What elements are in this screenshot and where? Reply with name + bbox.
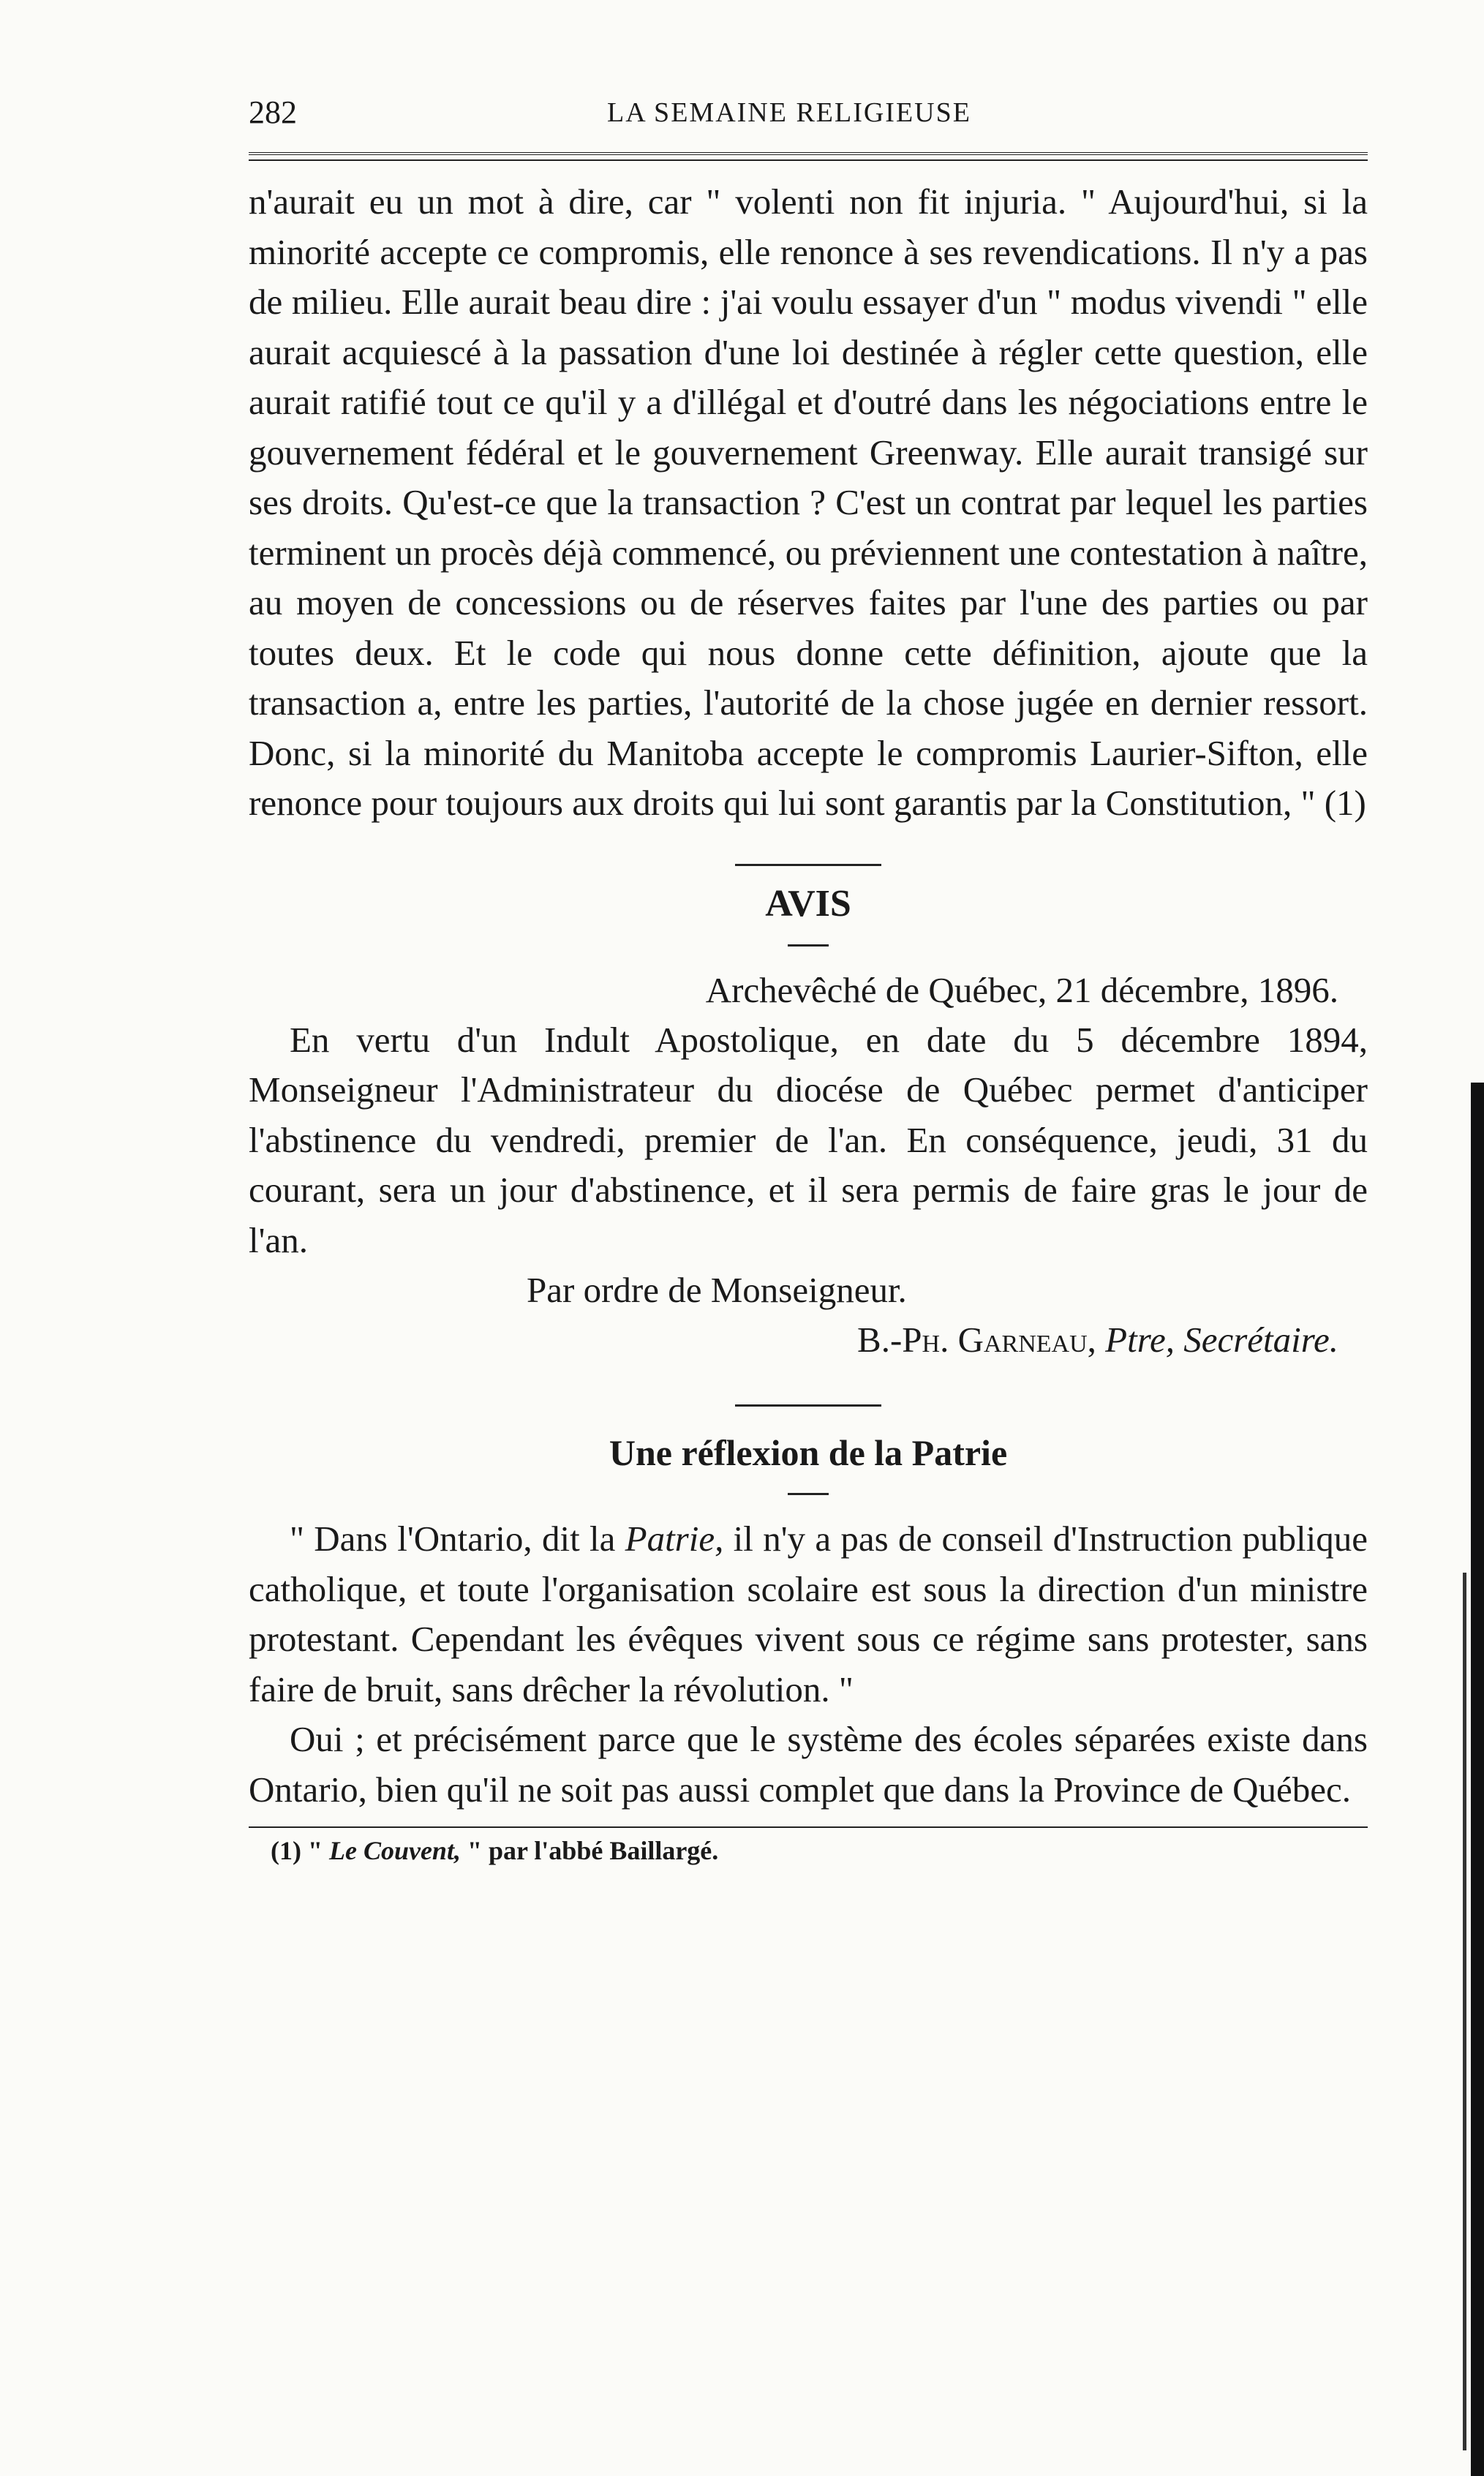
avis-body: En vertu d'un Indult Apostolique, en date du 5 décembre 1894, Monseigneur l'Administrateur du diocése de Québec permet d'anticiper l'abstinence du vendredi, premier de l'an. En conséquence, jeudi, 31 du courant, sera un jour d'abstinence, et il sera permis de faire gras le jour de l'an. xyxy=(249,1019,1368,1260)
quote-text-end: il n'y a pas de conseil d'Instruction publique catholique, et toute l'organisation scolaire est sous la direction d'un ministre protestant. Cependant les évêques vivent sous ce régime sans protester, sans faire de bruit, sans drêcher la révolution. " xyxy=(249,1519,1368,1709)
footnote-rest: " par l'abbé Baillargé. xyxy=(467,1836,719,1865)
page-number: 282 xyxy=(249,94,297,130)
quote-source-italic: Patrie, xyxy=(625,1519,724,1559)
header-rule xyxy=(249,152,1368,161)
signature-name: B.-Ph. Garneau, xyxy=(857,1320,1096,1360)
running-head: LA SEMAINE RELIGIEUSE xyxy=(607,97,971,128)
reflexion-quote xyxy=(249,1514,1368,1715)
page xyxy=(249,80,1368,1866)
intro-paragraph: n'aurait eu un mot à dire, car " volenti non fit injuria. " Aujourd'hui, si la minorité accepte ce compromis, elle renonce à ses revendications. Il n'y a pas de milieu. Elle aurait beau dire : j'ai voulu essayer d'un " modus vivendi " elle aurait acquiescé à la passation d'une loi destinée à régler cette question, elle aurait ratifié tout ce qu'il y a d'illégal et d'outré dans les négociations entre le gouvernement fédéral et le gouvernement Greenway. Elle aurait transigé sur ses droits. Qu'est-ce que la transaction ? C'est un contrat par lequel les parties terminent un procès déjà commencé, ou préviennent une contestation à naître, au moyen de concessions ou de réserves faites par l'une des parties ou par toutes deux. Et le code qui nous donne cette définition, ajoute que la transaction a, entre les parties, l'autorité de la chose jugée en dernier ressort. Donc, si la minorité du Manitoba accepte le compromis Laurier-Sifton, elle renonce pour toujours aux droits qui lui sont garantis par la Constitution, " (1) xyxy=(249,181,1368,823)
scan-edge-shadow xyxy=(1471,1083,1484,2476)
scan-edge-line xyxy=(1463,1573,1466,2450)
avis-section xyxy=(249,882,1368,1366)
footnote-marker: (1) " xyxy=(271,1836,323,1865)
avis-heading: AVIS xyxy=(765,882,851,925)
quote-text-start: " Dans l'Ontario, dit la xyxy=(290,1519,625,1559)
reflexion-section xyxy=(249,1431,1368,1815)
footnote-rule xyxy=(249,1826,1368,1828)
avis-order-line: Par ordre de Monseigneur. xyxy=(527,1270,907,1310)
footnote xyxy=(271,1835,1368,1866)
avis-dateline: Archevêché de Québec, 21 décembre, 1896. xyxy=(705,969,1338,1010)
reflexion-reply: Oui ; et précisément parce que le système des écoles séparées existe dans Ontario, bien qu'il ne soit pas aussi complet que dans la Province de Québec. xyxy=(249,1719,1368,1810)
signature-title: Ptre, Secrétaire. xyxy=(1105,1320,1338,1360)
page-header xyxy=(249,80,1368,139)
reflexion-heading: Une réflexion de la Patrie xyxy=(609,1432,1008,1473)
avis-signature xyxy=(249,1315,1368,1365)
footnote-title: Le Couvent, xyxy=(328,1836,461,1865)
